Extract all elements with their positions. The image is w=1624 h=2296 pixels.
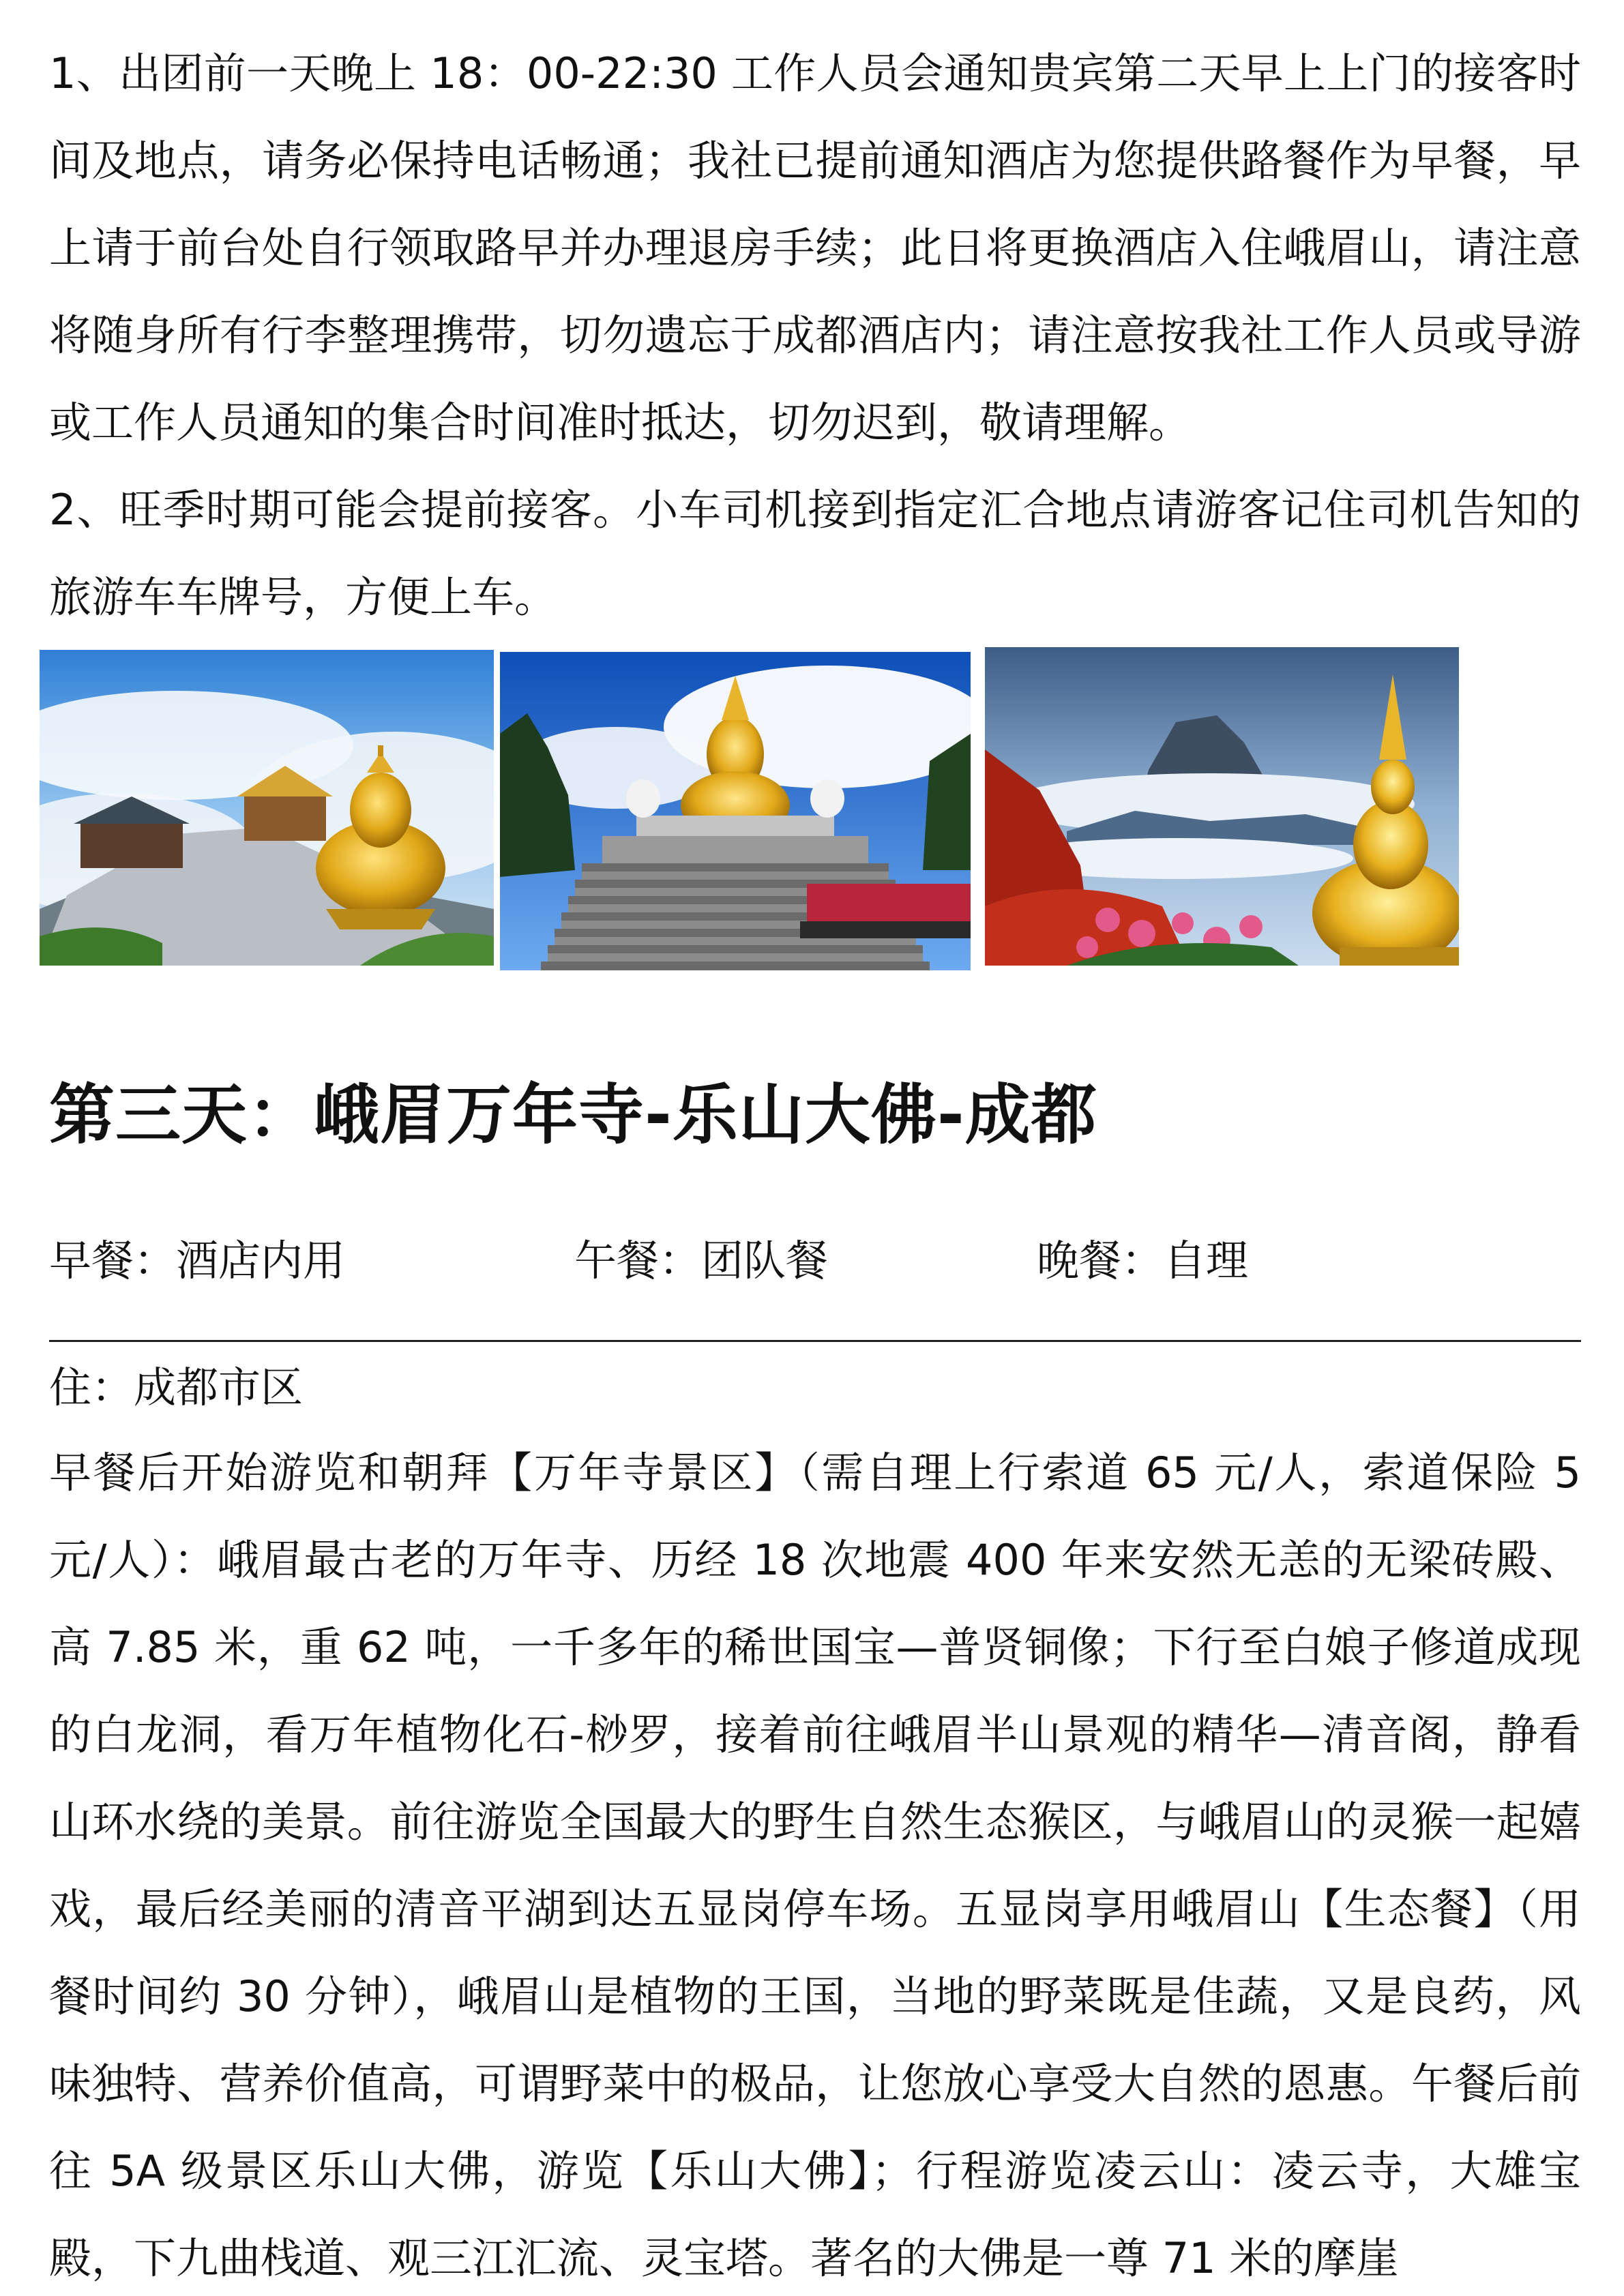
dinner-info: 晚餐：自理 <box>1037 1236 1249 1285</box>
day-three-heading: 第三天：峨眉万年寺-乐山大佛-成都 <box>49 1077 1097 1153</box>
day-three-itinerary: 早餐后开始游览和朝拜【万年寺景区】（需自理上行索道 65 元/人，索道保险 5 元/人）：峨眉最古老的万年寺、历经 18 次地震 400 年来安然无恙的无梁砖殿、高 7.85 米，重 62 吨，一千多年的稀世国宝—普贤铜像；下行至白娘子修道成现的白龙洞，看万年植物化石-桫罗，接着前往峨眉半山景观的精华—清音阁，静看山环水绕的美景。前往游览全国最大的野生自然生态猴区，与峨眉山的灵猴一起嬉戏，最后经美丽的清音平湖到达五显岗停车场。五显岗享用峨眉山【生态餐】（用餐时间约 30 分钟），峨眉山是植物的王国，当地的野菜既是佳蔬，又是良药，风味独特、营养价值高，可谓野菜中的极品，让您放心享受大自然的恩惠。午餐后前往 5A 级景区乐山大佛，游览【乐山大佛】；行程游览凌云山：凌云寺，大雄宝殿，下九曲栈道、观三江汇流、灵宝塔。著名的大佛是一尊 71 米的摩崖 <box>49 1448 1581 2283</box>
sea-of-clouds-buddha-photo <box>985 647 1459 966</box>
lunch-info: 午餐：团队餐 <box>574 1236 829 1285</box>
breakfast-info: 早餐：酒店内用 <box>49 1236 346 1285</box>
section-divider <box>49 1340 1581 1342</box>
golden-summit-photo <box>40 650 494 966</box>
lodging-info: 住：成都市区 <box>49 1362 304 1412</box>
samantabhadra-stairway-photo <box>500 652 971 970</box>
travel-note-1: 1、出团前一天晚上 18：00-22:30 工作人员会通知贵宾第二天早上上门的接客时间及地点，请务必保持电话畅通；我社已提前通知酒店为您提供路餐作为早餐，早上请于前台处自行领取路早并办理退房手续；此日将更换酒店入住峨眉山，请注意将随身所有行李整理携带，切勿遗忘于成都酒店内；请注意按我社工作人员或导游或工作人员通知的集合时间准时抵达，切勿迟到，敬请理解。 <box>49 48 1581 447</box>
travel-note-2: 2、旺季时期可能会提前接客。小车司机接到指定汇合地点请游客记住司机告知的旅游车车牌号，方便上车。 <box>49 485 1581 622</box>
